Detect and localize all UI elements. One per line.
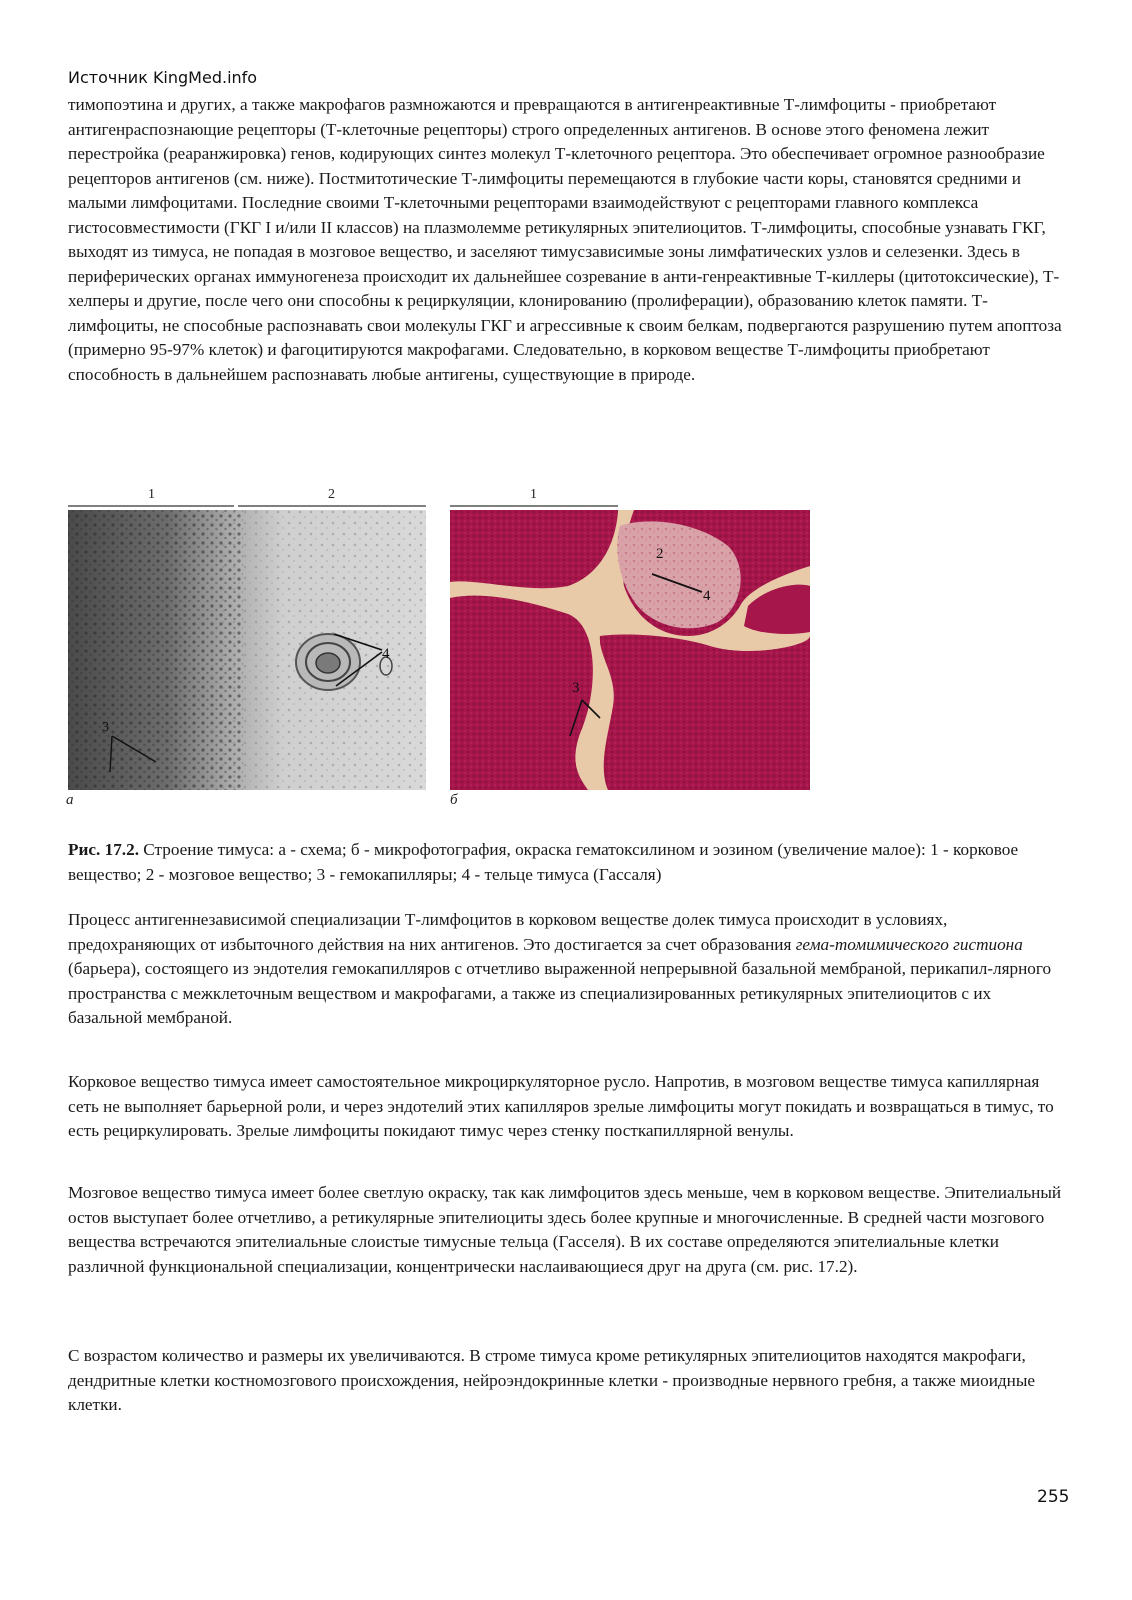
paragraph-2-term: гема-томимического гистиона — [795, 934, 1023, 954]
caption-label: Рис. 17.2. — [68, 840, 139, 859]
page-number: 255 — [1037, 1487, 1070, 1507]
figure-panel-b — [448, 486, 812, 792]
panel-a-label: а — [66, 792, 74, 808]
thymus-micrograph-image — [448, 486, 812, 792]
label-2: 2 — [328, 487, 335, 502]
label-4: 4 — [382, 646, 390, 662]
label-4-b: 4 — [703, 588, 711, 604]
paragraph-2-part-a: Процесс антигеннезависимой специализации Т-лимфоцитов в корковом веществе долек тимуса происходит в условиях, предохраняющих от избыточного действия на них антигенов. Это достигается за счет образования — [68, 910, 948, 954]
paragraph-1: тимопоэтина и других, а также макрофагов размножаются и превращаются в антигенреактивные Т-лимфоциты - приобретают антигенраспознающие рецепторы (Т-клеточные рецепторы) строго определенных антигенов. В основе этого феномена лежит перестройка (реаранжировка) генов, кодирующих синтез молекул Т-клеточного рецептора. Это обеспечивает огромное разнообразие рецепторов антигенов (см. ниже). Постмитотические Т-лимфоциты перемещаются в глубокие части коры, становятся средними и малыми лимфоцитами. Последние своими Т-клеточными рецепторами взаимодействуют с рецепторами главного комплекса гистосовместимости (ГКГ I и/или II классов) на плазмолемме ретикулярных эпителиоцитов. Т-лимфоциты, способные узнавать ГКГ, выходят из тимуса, не попадая в мозговое вещество, и заселяют тимусзависимые зоны лимфатических узлов и селезенки. Здесь в периферических органах иммуногенеза происходит их дальнейшее созревание в анти-генреактивные Т-киллеры (цитотоксические), Т-хелперы и другие, после чего они способны к рециркуляции, клонированию (пролиферации), образованию клеток памяти. Т-лимфоциты, не способные распознавать свои молекулы ГКГ и агрессивные к своим белкам, подвергаются разрушению путем апоптоза (примерно 95-97% клеток) и фагоцитируются макрофагами. Следовательно, в корковом веществе Т-лимфоциты приобретают способность в дальнейшем распознавать любые антигены, существующие в природе. — [68, 95, 1062, 384]
panel-b-label: б — [450, 792, 458, 808]
label-1-b: 1 — [530, 487, 537, 502]
paragraph-2 — [68, 908, 1068, 1031]
paragraph-5: С возрастом количество и размеры их увеличиваются. В строме тимуса кроме ретикулярных эпителиоцитов находятся макрофаги, дендритные клетки костномозгового происхождения, нейроэндокринные клетки - производные нервного гребня, а также миоидные клетки. — [68, 1346, 1036, 1414]
label-2-b: 2 — [656, 546, 664, 562]
source-header: Источник KingMed.info — [68, 68, 258, 87]
caption-text: Строение тимуса: а - схема; б - микрофотография, окраска гематоксилином и эозином (увеличение малое): 1 - корковое вещество; 2 - мозговое вещество; 3 - гемокапилляры; 4 - тельце тимуса (Гассаля) — [68, 840, 1019, 884]
label-3-b: 3 — [572, 680, 580, 696]
paragraph-3: Корковое вещество тимуса имеет самостоятельное микроциркуляторное русло. Напротив, в мозговом веществе тимуса капиллярная сеть не выполняет барьерной роли, и через эндотелий этих капилляров зрелые лимфоциты могут покидать и возвращаться в тимус, то есть рециркулировать. Зрелые лимфоциты покидают тимус через стенку посткапиллярной венулы. — [68, 1072, 1054, 1140]
label-1: 1 — [148, 487, 155, 502]
paragraph-2-part-b: (барьера), состоящего из эндотелия гемокапилляров с отчетливо выраженной непрерывной базальной мембраной, перикапил-лярного пространства с межклеточным веществом и макрофагами, а также из специализированных ретикулярных эпителиоцитов с их базальной мембраной. — [68, 959, 1052, 1027]
label-3: 3 — [102, 720, 109, 735]
paragraph-4: Мозговое вещество тимуса имеет более светлую окраску, так как лимфоцитов здесь меньше, чем в корковом веществе. Эпителиальный остов выступает более отчетливо, а ретикулярные эпителиоциты здесь более крупные и многочисленные. В средней части мозгового вещества встречаются эпителиальные слоистые тимусные тельца (Гасселя). В их составе определяются эпителиальные клетки различной функциональной специализации, концентрически наслаивающиеся друг на друга (см. рис. 17.2). — [68, 1183, 1062, 1276]
thymus-schematic-image — [66, 486, 428, 792]
figure-panel-a — [66, 486, 428, 792]
figure-caption — [68, 838, 1068, 887]
